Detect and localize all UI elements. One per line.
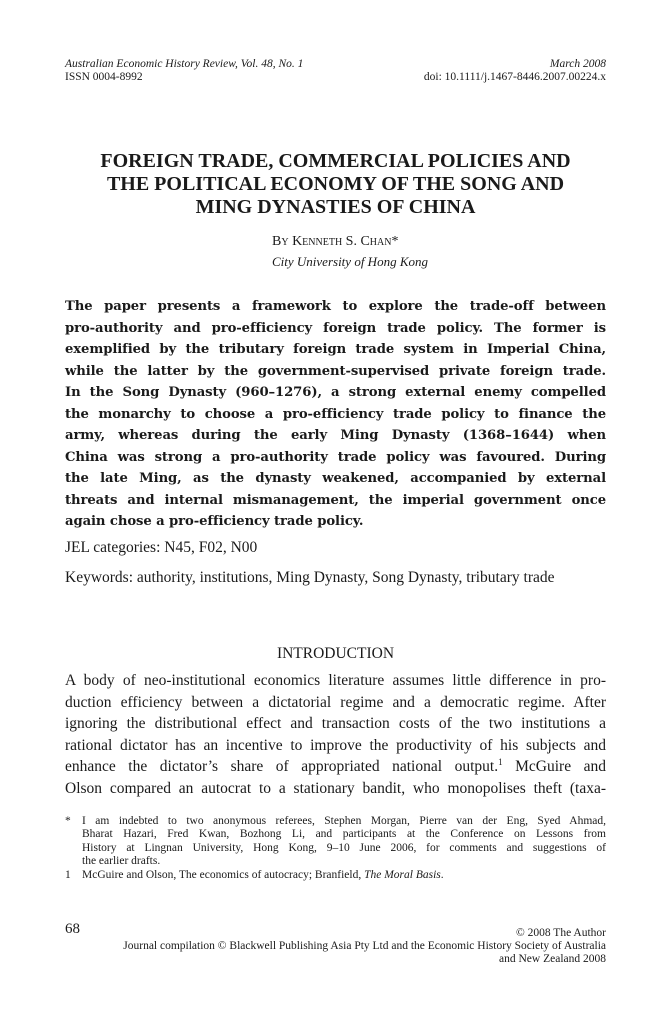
body-line: duction efficiency between a dictatorial regime and a democratic regime. After <box>65 693 606 711</box>
abstract-line: threats and internal mismanagement, the imperial government once <box>65 492 606 508</box>
page-footer <box>65 923 606 966</box>
abstract-line: pro-authority and pro-efficiency foreign trade policy. The former is <box>65 320 606 336</box>
page-number: 68 <box>65 921 80 937</box>
issue-date: March 2008 <box>549 58 606 70</box>
journal-compilation: Journal compilation © Blackwell Publishing Asia Pty Ltd and the Economic History Society of Australia <box>123 940 606 952</box>
footnote: 1 McGuire and Olson, The economics of autocracy; Branfield, The Moral Basis. <box>65 868 444 881</box>
footnotes <box>65 815 606 882</box>
author-footnote-mark: * <box>391 234 399 249</box>
abstract-line: In the Song Dynasty (960–1276), a strong external enemy compelled <box>65 385 606 400</box>
abstract-line: the late Ming, as the dynasty weakened, accompanied by external <box>65 471 606 486</box>
copyright: © 2008 The Author <box>516 927 606 939</box>
jel-categories: JEL categories: N45, F02, N00 <box>65 539 258 556</box>
body-text <box>65 670 606 799</box>
body-line: rational dictator has an incentive to improve the productivity of his subjects and <box>65 736 606 754</box>
body-line: A body of neo-institutional economics literature assumes little difference in pro- <box>65 672 606 689</box>
abstract <box>65 296 606 533</box>
keywords: Keywords: authority, institutions, Ming Dynasty, Song Dynasty, tributary trade <box>65 569 555 586</box>
abstract-line: army, whereas during the early Ming Dynasty (1368–1644) when <box>65 428 606 443</box>
abstract-line: China was strong a pro-authority trade policy was favoured. During <box>65 449 606 465</box>
doi: doi: 10.1111/j.1467-8446.2007.00224.x <box>423 71 606 83</box>
section-heading: INTRODUCTION <box>276 645 395 662</box>
abstract-line: exemplified by the tributary foreign trade system in Imperial China, <box>65 342 606 357</box>
title-line: THE POLITICAL ECONOMY OF THE SONG AND <box>106 173 565 195</box>
article-title <box>65 150 606 219</box>
author-affiliation: City University of Hong Kong <box>272 254 428 269</box>
title-line: MING DYNASTIES OF CHINA <box>195 196 476 218</box>
abstract-line: while the latter by the government-supervised private foreign trade. <box>65 363 606 379</box>
footnote: * I am indebted to two anonymous referees, Stephen Morgan, Pierre van der Eng, Syed Ahmad, Bharat Hazari, Fred Kwan, Bozhong Li, and participants at the Conference on Lessons from History at Lingnan University, Hong Kong, 9–10 June 2006, for comments and suggestions of the earlier drafts. <box>65 815 606 868</box>
running-header <box>65 58 606 84</box>
abstract-line: The paper presents a framework to explore the trade-off between <box>65 299 606 314</box>
body-line: ignoring the distributional effect and transaction costs of the two institutions a <box>65 715 606 732</box>
abstract-line: again chose a pro-efficiency trade policy. <box>65 514 364 529</box>
author-block <box>272 232 572 272</box>
journal-name: Australian Economic History Review, Vol. 48, No. 1 <box>65 58 304 70</box>
abstract-line: the monarchy to choose a pro-efficiency trade policy to finance the <box>65 406 606 422</box>
journal-compilation-2: and New Zealand 2008 <box>499 953 606 965</box>
issn: ISSN 0004-8992 <box>65 71 143 83</box>
body-line: Olson compared an autocrat to a stationary bandit, who monopolises theft (taxa- <box>65 779 606 797</box>
author-name: Kenneth S. Chan <box>292 234 392 249</box>
by-label: By <box>272 234 289 249</box>
title-line: FOREIGN TRADE, COMMERCIAL POLICIES AND <box>100 150 571 172</box>
footnote-ref[interactable]: 1 <box>498 756 503 767</box>
body-line: enhance the dictator’s share of appropriated national output.$^1$ McGuire and <box>65 756 606 775</box>
